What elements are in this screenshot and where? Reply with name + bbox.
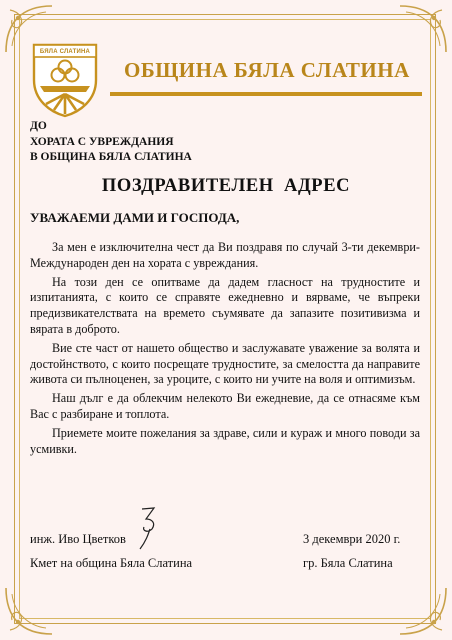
header-rule [110,92,422,96]
addressee-line: ДО [30,120,47,132]
letterhead [30,42,422,118]
municipality-name: ОБЩИНА БЯЛА СЛАТИНА [124,58,410,82]
body-paragraph: Наш дълг е да облекчим нелекото Ви ежедневие, да се отнасяме към Вас с разбиране и топлота. [30,391,420,421]
body-paragraph: За мен е изключителна чест да Ви поздравя по случай 3-ти декември- Международен ден на хората с увреждания. [30,240,420,270]
letter-place: гр. Бяла Слатина [303,556,393,570]
body-paragraph: На този ден се опитваме да дадем гласност на трудностите и изпитанията, с които се справяте ежедневно и вярваме, че въпреки предизвикателствата на времето съумявате да запазите позитивизма и вярата в доброто. [30,274,420,336]
addressee-line: ХОРАТА С УВРЕЖДАНИЯ [30,135,174,148]
signatory-role: Кмет на община Бяла Слатина [30,556,193,570]
document-title: ПОЗДРАВИТЕЛЕН АДРЕС [101,176,351,196]
body-paragraph: Вие сте част от нашето общество и заслужавате уважение за волята и достойнството, с които посрещате трудностите, за смелостта да направите живота си пълноценен, за уроците, с които ни учите на воля и оптимизъм. [30,340,420,387]
letter-date: 3 декември 2020 г. [303,532,401,546]
handwritten-signature [130,505,166,551]
letter-body [30,240,420,460]
signatory-name: инж. Иво Цветков [30,532,126,546]
body-paragraph: Приемете моите пожелания за здраве, сили и кураж и много поводи за усмивки. [30,425,420,456]
crest-label: БЯЛА СЛАТИНА [39,49,91,55]
corner-ornament-bottom-left [2,576,64,638]
addressee-block [30,119,192,166]
addressee-line: В ОБЩИНА БЯЛА СЛАТИНА [30,151,192,163]
salutation: УВАЖАЕМИ ДАМИ И ГОСПОДА, [30,210,240,225]
corner-ornament-bottom-right [388,576,450,638]
